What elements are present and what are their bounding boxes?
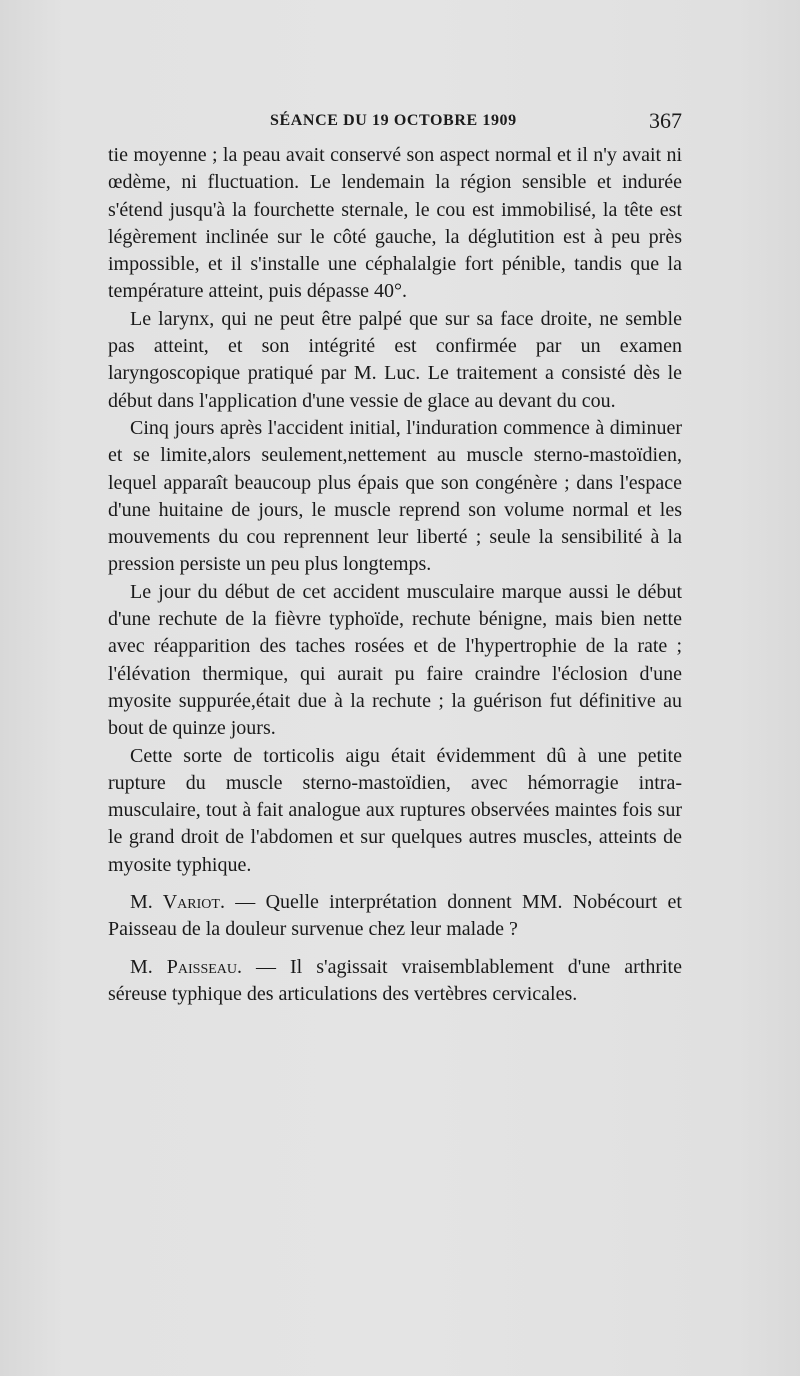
paragraph: Le larynx, qui ne peut être palpé que sur sa face droite, ne semble pas atteint, et son intégrité est confirmée par un examen laryngoscopique pratiqué par M. Luc. Le traitement a consisté dès le début dans l'application d'une vessie de glace au devant du cou. <box>108 307 682 412</box>
paragraph: Le jour du début de cet accident musculaire marque aussi le début d'une rechute de la fièvre typhoïde, rechute bénigne, mais bien nette avec réapparition des taches rosées et de l'hypertrophie de la rate ; l'élévation thermique, qui aurait pu faire craindre l'éclosion d'une myosite suppurée,était due à la rechute ; la guérison fut définitive au bout de quinze jours. <box>108 580 682 740</box>
dialogue-paragraph <box>108 889 682 944</box>
body-text <box>108 142 682 1008</box>
dialogue-paragraph <box>108 954 682 1009</box>
running-title: SÉANCE DU 19 OCTOBRE 1909 <box>270 112 517 129</box>
page-header <box>108 108 682 138</box>
spacer <box>108 944 682 954</box>
paragraph: tie moyenne ; la peau avait conservé son aspect normal et il n'y avait ni œdème, ni fluctuation. Le lendemain la région sensible et indurée s'étend jusqu'à la fourchette sternale, le cou est immobilisé, la tête est légèrement inclinée sur le côté gauche, la déglutition est à peu près impossible, et il s'installe une céphalalgie fort pénible, tandis que la température atteint, puis dépasse 40°. <box>108 144 682 303</box>
page-number: 367 <box>649 108 682 133</box>
dialogue-text: — Quelle interprétation donnent MM. Nobécourt et Paisseau de la douleur survenue chez leur malade ? <box>108 891 682 941</box>
paragraph: Cette sorte de torticolis aigu était évidemment dû à une petite rupture du muscle sterno-mastoïdien, avec hémorragie intra-musculaire, tout à fait analogue aux ruptures observées maintes fois sur le grand droit de l'abdomen et sur quelques autres muscles, atteints de myosite typhique. <box>108 744 682 876</box>
spacer <box>108 879 682 889</box>
speaker-name: M. Variot. <box>130 891 225 914</box>
paragraph: Cinq jours après l'accident initial, l'induration commence à diminuer et se limite,alors seulement,nettement au muscle sterno-mastoïdien, lequel apparaît beaucoup plus épais que son congénère ; dans l'espace d'une huitaine de jours, le muscle reprend son volume normal et les mouvements du cou reprennent leur liberté ; seule la sensibilité à la pression persiste un peu plus longtemps. <box>108 416 682 576</box>
speaker-name: M. Paisseau. <box>130 955 243 978</box>
dialogue-text: — Il s'agissait vraisemblablement d'une arthrite séreuse typhique des articulations des vertèbres cervicales. <box>108 955 682 1005</box>
